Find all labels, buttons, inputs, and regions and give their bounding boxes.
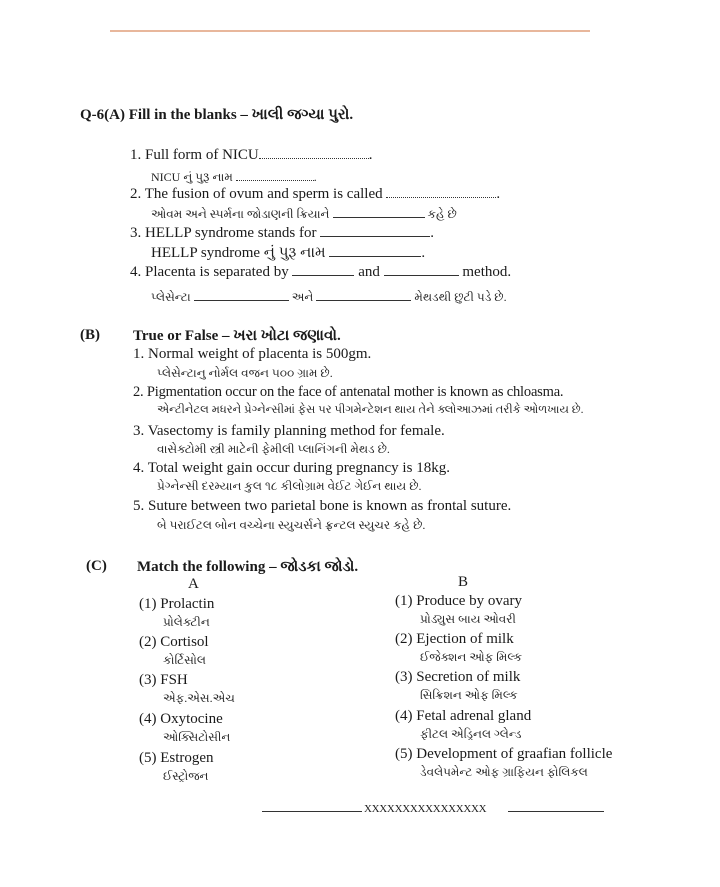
match-b-4: (4) Fetal adrenal gland (395, 708, 532, 724)
question-text: Total weight gain occur during pregnancy is 18kg. (147, 460, 450, 476)
answer-blank (292, 263, 354, 276)
question-a1-gujarati: NICU નું પુરૂ નામ . (151, 170, 317, 184)
match-a-4-gujarati: ઓક્સિટોસીન (163, 730, 231, 744)
match-b-1-gujarati: પ્રોડ્યુસ બાય ઓવરી (420, 612, 516, 626)
question-a4-gujarati (151, 288, 507, 305)
answer-blank (259, 146, 369, 159)
question-a2-gujarati (151, 205, 457, 222)
gujarati-text: HELLP syndrome નું પુરૂ નામ (151, 245, 326, 261)
footer-rule-right (508, 811, 604, 812)
match-b-3: (3) Secretion of milk (395, 669, 521, 685)
tf-item-2-gujarati: એન્ટીનેટલ મધરને પ્રેગ્નેન્સીમાં ફેસ પર પીગમેન્ટેશન થાય તેને ક્લોઆઝમાં તરીકે ઓળખાય છે. (157, 404, 584, 416)
section-b-title: True or False – ખરા ખોટા જણાવો. (133, 328, 341, 344)
gujarati-tail: મેથડથી છુટી પડે છે. (414, 290, 507, 304)
match-a-4: (4) Oxytocine (139, 711, 223, 727)
tf-item-1-gujarati: પ્લેસેન્ટાનુ નોર્મલ વજન ૫૦૦ ગ્રામ છે. (157, 366, 333, 380)
question-number: 3. (133, 423, 145, 439)
match-b-3-gujarati: સિક્રિશન ઓફ મિલ્ક (420, 688, 518, 702)
match-b-2-gujarati: ઈજેક્શન ઓફ મિલ્ક (420, 650, 523, 664)
answer-blank (316, 288, 411, 301)
tf-item-4 (133, 460, 450, 477)
question-a3-gujarati: HELLP syndrome નું પુરૂ નામ . (151, 245, 426, 261)
question-text: Vasectomy is family planning method for female. (147, 423, 445, 439)
tf-item-5-gujarati: બે પરાઈટલ બોન વચ્ચેના સ્યુચર્સને ફ્રન્ટલ સ્યુચર કહે છે. (157, 518, 426, 532)
tf-item-3 (133, 423, 445, 440)
question-text: HELLP syndrome stands for (145, 225, 317, 241)
answer-blank (329, 244, 421, 257)
answer-blank (236, 168, 314, 181)
match-a-3: (3) FSH (139, 672, 188, 688)
question-number: 3. (130, 225, 142, 241)
question-text: Normal weight of placenta is 500gm. (148, 346, 372, 362)
question-text: The fusion of ovum and sperm is called (144, 186, 383, 202)
match-a-2-gujarati: કોર્ટિસોલ (163, 653, 206, 667)
answer-blank (194, 288, 289, 301)
footer-rule-left (262, 811, 362, 812)
match-a-5: (5) Estrogen (139, 750, 214, 766)
question-text: Pigmentation occur on the face of antenatal mother is known as chloasma. (146, 384, 564, 400)
tf-item-5 (133, 498, 511, 515)
section-c-title: Match the following – જોડકા જોડો. (137, 559, 359, 575)
tf-item-3-gujarati: વાસેક્ટોમી સ્ત્રી માટેની ફેમીલી પ્લાનિંગની મેથડ છે. (157, 442, 390, 456)
and-text: and (358, 264, 380, 280)
question-a3: 3. HELLP syndrome stands for . (130, 225, 435, 241)
section-c-label: (C) (86, 558, 107, 574)
match-b-5: (5) Development of graafian follicle (395, 746, 613, 762)
tf-item-4-gujarati: પ્રેગ્નેન્સી દરમ્યાન કુલ ૧૮ કીલોગ્રામ વેઈટ ગેઈન થાય છે. (157, 479, 422, 493)
question-number: 2. (130, 186, 142, 202)
question-number: 5. (133, 498, 145, 514)
question-a1: 1. Full form of NICU . (130, 147, 373, 163)
gujarati-text: પ્લેસેન્ટા (151, 290, 191, 304)
column-a-header: A (188, 576, 199, 592)
gujarati-text: ઓવમ અને સ્પર્મના જોડાણની ક્રિયાને (151, 207, 330, 221)
match-b-4-gujarati: ફીટલ એડ્રિનલ ગ્લેન્ડ (420, 727, 522, 741)
gujarati-tail: કહે છે (427, 207, 457, 221)
question-a4 (130, 263, 511, 281)
match-a-2: (2) Cortisol (139, 634, 209, 650)
gujarati-text: NICU નું પુરૂ નામ (151, 170, 233, 184)
column-b-header: B (458, 574, 469, 590)
tf-item-1 (133, 346, 371, 363)
section-a-title: Q-6(A) Fill in the blanks – ખાલી જગ્યા પુરો. (80, 107, 354, 123)
question-number: 2. (133, 384, 144, 400)
section-b-label: (B) (80, 327, 100, 343)
tf-item-2 (133, 384, 563, 401)
match-a-5-gujarati: ઈસ્ટ્રોજન (163, 769, 209, 783)
match-a-3-gujarati: એફ.એસ.એચ (163, 691, 235, 705)
footer-mark: XXXXXXXXXXXXXXXX (364, 803, 487, 815)
gujarati-and: અને (291, 290, 314, 304)
method-text: method. (462, 264, 512, 280)
top-divider (110, 30, 590, 32)
answer-blank (333, 205, 425, 218)
question-a2: 2. The fusion of ovum and sperm is called . (130, 186, 501, 202)
answer-blank (320, 224, 430, 237)
answer-blank (384, 263, 459, 276)
question-text: Suture between two parietal bone is known as frontal suture. (148, 498, 512, 514)
question-text: Full form of NICU (145, 147, 259, 163)
match-b-1: (1) Produce by ovary (395, 593, 523, 609)
match-a-1-gujarati: પ્રોલેક્ટીન (163, 615, 210, 629)
question-number: 4. (130, 264, 142, 280)
question-number: 1. (133, 346, 145, 362)
question-number: 1. (130, 147, 142, 163)
match-b-2: (2) Ejection of milk (395, 631, 514, 647)
question-text: Placenta is separated by (145, 264, 289, 280)
match-a-1: (1) Prolactin (139, 596, 215, 612)
question-number: 4. (133, 460, 145, 476)
answer-blank (386, 185, 496, 198)
match-b-5-gujarati: ડેવલેપમેન્ટ ઓફ ગ્રાફિયન ફોલિકલ (420, 765, 588, 779)
